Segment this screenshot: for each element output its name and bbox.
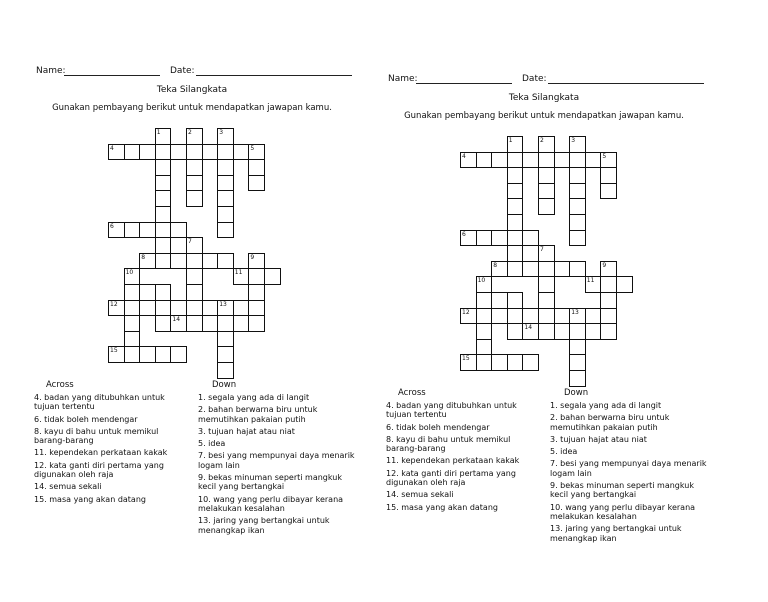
clue-number: 10: [125, 269, 134, 277]
crossword-cell[interactable]: [124, 222, 141, 239]
crossword-cell[interactable]: [217, 315, 234, 332]
crossword-cell[interactable]: [569, 354, 586, 371]
crossword-cell[interactable]: [248, 268, 265, 285]
crossword-cell[interactable]: [585, 152, 602, 169]
crossword-cell[interactable]: [155, 144, 172, 161]
crossword-cell[interactable]: [476, 230, 493, 247]
clue-down-10: 10. wang yang perlu dibayar kerana melakukan kesalahan: [198, 494, 344, 513]
crossword-cell[interactable]: [264, 268, 281, 285]
clue-number: 5: [250, 144, 255, 152]
crossword-cell[interactable]: [170, 144, 187, 161]
clue-number: 9: [602, 261, 607, 269]
crossword-cell[interactable]: [554, 323, 571, 340]
crossword-cell[interactable]: [491, 230, 508, 247]
clue-across-12: 12. kata ganti diri pertama yang digunakan oleh raja: [34, 460, 164, 480]
crossword-cell[interactable]: [554, 261, 571, 278]
crossword-cell[interactable]: [248, 159, 265, 176]
crossword-cell[interactable]: [124, 144, 141, 161]
crossword-cell[interactable]: [507, 323, 524, 340]
crossword-cell[interactable]: [170, 300, 187, 317]
crossword-cell[interactable]: [569, 198, 586, 215]
clue-number: 9: [250, 253, 255, 261]
clue-number: 8: [141, 253, 146, 261]
crossword-cell[interactable]: [569, 214, 586, 231]
clue-number: 13: [219, 300, 227, 308]
page-title: Teka Silangkata: [508, 93, 580, 103]
crossword-cell[interactable]: [202, 315, 219, 332]
crossword-cell[interactable]: [155, 284, 172, 301]
clue-number: 4: [462, 152, 466, 160]
clue-number: 11: [234, 269, 243, 277]
clue-across-4: 4. badan yang ditubuhkan untuk tujuan tertentu: [386, 401, 517, 420]
clue-down-3: 3. tujuan hajat atau niat: [198, 426, 295, 436]
crossword-cell[interactable]: [186, 284, 203, 301]
crossword-cell[interactable]: [217, 346, 234, 363]
clue-number: 7: [540, 246, 544, 254]
clue-down-9: 9. bekas minuman seperti mangkuk kecil yang bertangkai: [198, 473, 342, 492]
crossword-cell[interactable]: [538, 152, 555, 169]
clue-across-6: 6. tidak boleh mendengar: [386, 422, 490, 432]
crossword-cell[interactable]: [507, 292, 524, 309]
crossword-cell[interactable]: [585, 323, 602, 340]
clue-down-2: 2. bahan berwarna biru untuk memutihkan pakaian putih: [550, 413, 670, 432]
crossword-cell[interactable]: [554, 152, 571, 169]
clue-number: 1: [508, 137, 513, 144]
crossword-cell[interactable]: [476, 323, 493, 340]
across-heading: Across: [398, 388, 426, 398]
date-label: Date:: [522, 74, 547, 84]
clue-across-4: 4. badan yang ditubuhkan untuk tujuan tertentu: [34, 393, 165, 412]
clue-number: 7: [188, 238, 192, 246]
crossword-cell[interactable]: [538, 323, 555, 340]
crossword-cell[interactable]: [186, 315, 203, 332]
crossword-cell[interactable]: [155, 190, 172, 207]
crossword-cell[interactable]: [170, 222, 187, 239]
crossword-cell[interactable]: [217, 222, 234, 239]
crossword-cell[interactable]: [491, 292, 508, 309]
clue-down-5: 5. idea: [550, 447, 578, 457]
name-label: Name:: [388, 74, 418, 84]
crossword-cell[interactable]: [507, 214, 524, 231]
crossword-cell[interactable]: [569, 339, 586, 356]
across-heading: Across: [46, 380, 74, 390]
clue-across-11: 11. kependekan perkataan kakak: [386, 456, 520, 466]
crossword-cell[interactable]: [507, 198, 524, 215]
crossword-cell[interactable]: [600, 167, 617, 184]
crossword-cell[interactable]: [233, 315, 250, 332]
crossword-cell[interactable]: [507, 245, 524, 262]
clue-number: 3: [219, 129, 224, 136]
crossword-cell[interactable]: [202, 300, 219, 317]
clue-down-1: 1. segala yang ada di langit: [198, 393, 310, 402]
clue-across-8: 8. kayu di bahu untuk memikul barang-barang: [34, 426, 159, 446]
clue-across-6: 6. tidak boleh mendengar: [34, 414, 138, 424]
crossword-cell[interactable]: [186, 268, 203, 285]
crossword-cell[interactable]: [538, 292, 555, 309]
crossword-cell[interactable]: [155, 346, 172, 363]
clue-down-3: 3. tujuan hajat atau niat: [550, 434, 647, 444]
clue-down-2: 2. bahan berwarna biru untuk memutihkan pakaian putih: [198, 405, 318, 424]
crossword-cell[interactable]: [124, 300, 141, 317]
crossword-cell[interactable]: [139, 346, 156, 363]
clue-number: 12: [462, 308, 470, 316]
crossword-cell[interactable]: [507, 230, 524, 247]
crossword-cell[interactable]: [554, 308, 571, 325]
crossword-cell[interactable]: [569, 183, 586, 200]
date-field[interactable]: [548, 83, 704, 84]
crossword-cell[interactable]: [538, 261, 555, 278]
crossword-cell[interactable]: [538, 167, 555, 184]
name-label: Name:: [36, 66, 66, 76]
crossword-cell[interactable]: [507, 152, 524, 169]
crossword-cell[interactable]: [507, 354, 524, 371]
crossword-cell[interactable]: [491, 308, 508, 325]
crossword-cell[interactable]: [569, 261, 586, 278]
clue-number: 15: [462, 355, 470, 363]
crossword-cell[interactable]: [233, 144, 250, 161]
instruction-text: Gunakan pembayang berikut untuk mendapatkan jawapan kamu.: [52, 103, 332, 113]
down-heading: Down: [564, 388, 589, 398]
crossword-cell[interactable]: [217, 190, 234, 207]
clue-number: 8: [493, 261, 498, 269]
clue-number: 6: [110, 222, 114, 230]
across-clues: [386, 401, 526, 515]
clue-number: 14: [524, 324, 533, 332]
crossword-cell[interactable]: [217, 175, 234, 192]
clue-number: 15: [110, 347, 118, 355]
crossword-cell[interactable]: [569, 323, 586, 340]
crossword-cell[interactable]: [600, 292, 617, 309]
crossword-cell[interactable]: [522, 354, 539, 371]
crossword-cell[interactable]: [139, 144, 156, 161]
crossword-cell[interactable]: [186, 190, 203, 207]
clue-down-10: 10. wang yang perlu dibayar kerana melakukan kesalahan: [550, 502, 696, 521]
worksheet-right: [352, 8, 736, 602]
crossword-cell[interactable]: [600, 323, 617, 340]
crossword-cell[interactable]: [217, 144, 234, 161]
clue-number: 10: [477, 277, 486, 285]
crossword-cell[interactable]: [507, 261, 524, 278]
clue-across-11: 11. kependekan perkataan kakak: [34, 448, 168, 458]
crossword-cell[interactable]: [616, 276, 633, 293]
crossword-cell[interactable]: [186, 144, 203, 161]
clue-across-14: 14. semua sekali: [34, 482, 102, 492]
page-title: Teka Silangkata: [156, 85, 228, 95]
clue-number: 1: [156, 129, 161, 136]
clue-number: 4: [110, 144, 114, 152]
crossword-cell[interactable]: [585, 308, 602, 325]
crossword-cell[interactable]: [522, 152, 539, 169]
crossword-cell[interactable]: [233, 300, 250, 317]
clue-down-5: 5. idea: [198, 439, 226, 449]
clue-down-9: 9. bekas minuman seperti mangkuk kecil yang bertangkai: [550, 481, 694, 500]
clue-across-8: 8. kayu di bahu untuk memikul barang-barang: [386, 434, 511, 454]
crossword-cell[interactable]: [248, 284, 265, 301]
crossword-cell[interactable]: [491, 152, 508, 169]
crossword-cell[interactable]: [186, 253, 203, 270]
clue-across-15: 15. masa yang akan datang: [34, 494, 146, 504]
crossword-cell[interactable]: [600, 183, 617, 200]
crossword-cell[interactable]: [507, 167, 524, 184]
clue-number: 14: [172, 316, 181, 324]
crossword-cell[interactable]: [217, 206, 234, 223]
down-clues: [198, 393, 356, 538]
name-field[interactable]: [416, 83, 512, 84]
crossword-cell[interactable]: [155, 253, 172, 270]
crossword-cell[interactable]: [217, 331, 234, 348]
crossword-cell[interactable]: [476, 152, 493, 169]
clue-across-12: 12. kata ganti diri pertama yang digunakan oleh raja: [386, 468, 516, 488]
crossword-cell[interactable]: [139, 222, 156, 239]
crossword-cell[interactable]: [248, 175, 265, 192]
crossword-cell[interactable]: [202, 144, 219, 161]
clue-number: 12: [110, 300, 118, 308]
crossword-cell[interactable]: [569, 152, 586, 169]
crossword-cell[interactable]: [569, 370, 586, 387]
instruction-text: Gunakan pembayang berikut untuk mendapatkan jawapan kamu.: [404, 111, 684, 121]
date-field[interactable]: [196, 75, 352, 76]
crossword-cell[interactable]: [155, 159, 172, 176]
crossword-cell[interactable]: [600, 276, 617, 293]
crossword-cell[interactable]: [155, 315, 172, 332]
across-clues: [34, 393, 174, 507]
clue-across-14: 14. semua sekali: [386, 490, 454, 500]
crossword-cell[interactable]: [522, 230, 539, 247]
crossword-cell[interactable]: [186, 175, 203, 192]
clue-number: 2: [540, 137, 544, 144]
crossword-cell[interactable]: [170, 253, 187, 270]
name-field[interactable]: [64, 75, 160, 76]
crossword-cell[interactable]: [170, 346, 187, 363]
clue-number: 2: [188, 129, 192, 136]
clue-across-15: 15. masa yang akan datang: [386, 502, 498, 512]
worksheet-left: [0, 0, 384, 594]
crossword-cell[interactable]: [522, 261, 539, 278]
crossword-cell[interactable]: [155, 300, 172, 317]
crossword-cell[interactable]: [186, 159, 203, 176]
crossword-cell[interactable]: [155, 175, 172, 192]
clue-down-13: 13. jaring yang bertangkai untuk menangkap ikan: [198, 516, 330, 535]
crossword-cell[interactable]: [217, 159, 234, 176]
clue-down-13: 13. jaring yang bertangkai untuk menangkap ikan: [550, 524, 682, 543]
crossword-cell[interactable]: [217, 362, 234, 379]
clue-down-1: 1. segala yang ada di langit: [550, 401, 662, 410]
down-heading: Down: [212, 380, 237, 390]
crossword-cell[interactable]: [139, 284, 156, 301]
crossword-cell[interactable]: [538, 183, 555, 200]
clue-number: 5: [602, 152, 607, 160]
crossword-cell[interactable]: [538, 276, 555, 293]
clue-down-7: 7. besi yang mempunyai daya menarik logam lain: [198, 451, 355, 470]
clue-number: 13: [571, 308, 579, 316]
crossword-cell[interactable]: [217, 253, 234, 270]
crossword-cell[interactable]: [522, 308, 539, 325]
crossword-cell[interactable]: [155, 206, 172, 223]
crossword-cell[interactable]: [476, 354, 493, 371]
crossword-cell[interactable]: [538, 198, 555, 215]
crossword-cell[interactable]: [155, 222, 172, 239]
clue-down-7: 7. besi yang mempunyai daya menarik logam lain: [550, 459, 707, 478]
crossword-cell[interactable]: [538, 308, 555, 325]
crossword-cell[interactable]: [507, 183, 524, 200]
crossword-cell[interactable]: [248, 300, 265, 317]
crossword-cell[interactable]: [476, 308, 493, 325]
crossword-cell[interactable]: [202, 253, 219, 270]
crossword-cell[interactable]: [139, 300, 156, 317]
crossword-cell[interactable]: [600, 308, 617, 325]
crossword-cell[interactable]: [491, 354, 508, 371]
crossword-cell[interactable]: [248, 315, 265, 332]
crossword-cell[interactable]: [124, 331, 141, 348]
crossword-cell[interactable]: [124, 284, 141, 301]
crossword-cell[interactable]: [155, 237, 172, 254]
clue-number: 6: [462, 230, 466, 238]
crossword-cell[interactable]: [124, 346, 141, 363]
clue-number: 3: [571, 137, 576, 144]
down-clues: [550, 401, 708, 546]
crossword-cell[interactable]: [507, 308, 524, 325]
crossword-cell[interactable]: [476, 339, 493, 356]
crossword-cell[interactable]: [569, 230, 586, 247]
clue-number: 11: [586, 277, 595, 285]
date-label: Date:: [170, 66, 195, 76]
crossword-cell[interactable]: [569, 167, 586, 184]
crossword-cell[interactable]: [476, 292, 493, 309]
crossword-cell[interactable]: [186, 300, 203, 317]
crossword-cell[interactable]: [124, 315, 141, 332]
